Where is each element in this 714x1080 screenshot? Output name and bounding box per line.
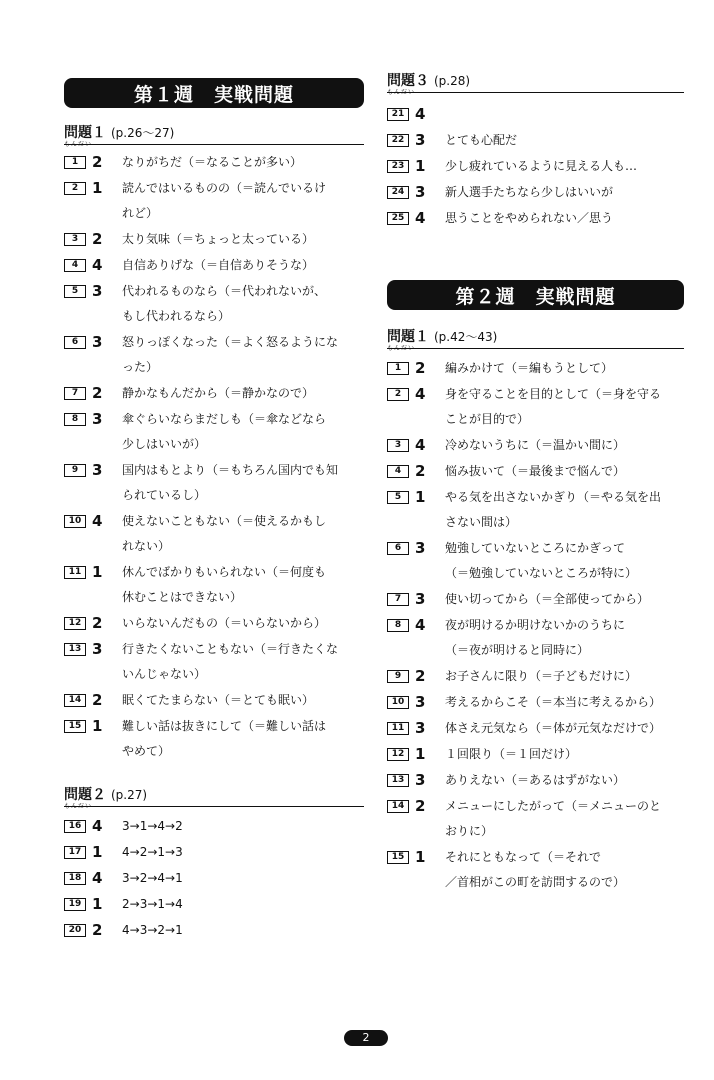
answer-choice: 3 <box>415 131 426 149</box>
explanation-line: 難しい話は抜きにして（＝難しい話は <box>122 719 327 733</box>
answer-explanation <box>445 356 684 381</box>
question-number-box: 2 <box>64 182 86 195</box>
answer-choice: 1 <box>92 895 103 913</box>
answer-explanation <box>122 560 364 610</box>
answer-choice: 3 <box>415 719 426 737</box>
answer-choice: 4 <box>415 436 426 454</box>
answer-explanation <box>445 690 684 715</box>
question-number-box: 15 <box>64 720 86 733</box>
answer-row <box>387 768 684 793</box>
answer-row <box>387 690 684 715</box>
answer-choice: 2 <box>92 614 103 632</box>
answer-explanation <box>445 433 684 458</box>
explanation-line: 悩み抜いて（＝最後まで悩んで） <box>445 464 626 478</box>
answer-row <box>387 180 684 205</box>
explanation-line: 休んでばかりもいられない（＝何度も <box>122 565 327 579</box>
answer-row <box>64 840 364 865</box>
answer-choice: 2 <box>92 153 103 171</box>
question-number-box: 19 <box>64 898 86 911</box>
explanation-line: 4→2→1→3 <box>122 845 183 859</box>
question-number-box: 22 <box>387 134 409 147</box>
explanation-line: 読んではいるものの（＝読んでいるけ <box>122 181 327 195</box>
answer-row <box>387 128 684 153</box>
answer-row <box>64 279 364 329</box>
week1-header <box>64 78 364 108</box>
answer-choice: 1 <box>92 843 103 861</box>
explanation-line: 休むことはできない） <box>122 590 243 604</box>
answer-choice: 3 <box>92 282 103 300</box>
answer-explanation <box>122 714 364 764</box>
answer-explanation <box>122 637 364 687</box>
explanation-line: 体さえ元気なら（＝体が元気なだけで） <box>445 721 662 735</box>
explanation-line: 太り気味（＝ちょっと太っている） <box>122 232 315 246</box>
explanation-line: られているし） <box>122 488 207 502</box>
question-number-box: 7 <box>387 593 409 606</box>
explanation-line: 4→3→2→1 <box>122 923 183 937</box>
answer-choice: 3 <box>92 410 103 428</box>
answer-row <box>387 382 684 432</box>
question-number-box: 4 <box>64 259 86 272</box>
explanation-line: 夜が明けるか明けないかのうちに <box>445 618 626 632</box>
answer-explanation <box>445 382 684 432</box>
answer-row <box>387 536 684 586</box>
answer-explanation <box>122 253 364 278</box>
answer-row <box>64 688 364 713</box>
answer-choice: 2 <box>92 921 103 939</box>
answer-choice: 4 <box>92 512 103 530</box>
section-ruby: もんだい <box>64 803 93 810</box>
answer-row <box>387 587 684 612</box>
explanation-line: 使い切ってから（＝全部使ってから） <box>445 592 650 606</box>
explanation-line: おりに） <box>445 824 494 838</box>
answer-row <box>64 611 364 636</box>
answer-choice: 2 <box>415 797 426 815</box>
question-number-box: 1 <box>64 156 86 169</box>
answer-explanation <box>445 128 684 153</box>
section-page-ref: (p.42～43) <box>434 330 498 344</box>
answer-explanation <box>122 381 364 406</box>
question-number-box: 9 <box>387 670 409 683</box>
answer-explanation <box>445 206 684 231</box>
answer-explanation <box>445 154 684 179</box>
question-number-box: 6 <box>387 542 409 555</box>
answer-choice: 2 <box>415 359 426 377</box>
answer-row <box>64 714 364 764</box>
answer-row <box>387 459 684 484</box>
question-number-box: 11 <box>64 566 86 579</box>
answer-choice: 3 <box>415 539 426 557</box>
answer-row <box>387 485 684 535</box>
week2-header <box>387 280 684 310</box>
answer-explanation <box>445 536 684 586</box>
answer-choice: 1 <box>415 848 426 866</box>
section-ruby: もんだい <box>387 345 416 352</box>
answer-row <box>64 253 364 278</box>
left-column <box>64 78 364 958</box>
question-number-box: 3 <box>64 233 86 246</box>
answer-explanation <box>122 458 364 508</box>
answer-explanation <box>445 794 684 844</box>
week2-title: 第２週 実戦問題 <box>455 285 616 308</box>
answer-choice: 1 <box>415 157 426 175</box>
question-number-box: 7 <box>64 387 86 400</box>
section-mondai2-week1 <box>64 784 364 810</box>
answer-row <box>64 381 364 406</box>
answer-explanation <box>445 587 684 612</box>
section-rule <box>64 806 364 807</box>
section-rule <box>387 92 684 93</box>
answer-choice: 3 <box>415 590 426 608</box>
question-number-box: 25 <box>387 212 409 225</box>
answer-explanation <box>122 279 364 329</box>
answer-row <box>64 560 364 610</box>
answer-explanation <box>445 768 684 793</box>
answer-explanation <box>445 664 684 689</box>
question-number-box: 10 <box>387 696 409 709</box>
answer-explanation <box>122 814 364 839</box>
answer-choice: 3 <box>415 693 426 711</box>
page-number: 2 <box>344 1030 388 1046</box>
answer-explanation <box>122 866 364 891</box>
explanation-line: 眠くてたまらない（＝とても眠い） <box>122 693 315 707</box>
explanation-line: 思うことをやめられない／思う <box>445 211 614 225</box>
explanation-line: さない間は） <box>445 515 518 529</box>
answer-choice: 3 <box>415 771 426 789</box>
explanation-line: れど） <box>122 206 159 220</box>
explanation-line: １回限り（＝１回だけ） <box>445 747 578 761</box>
explanation-line: とても心配だ <box>445 133 518 147</box>
question-number-box: 13 <box>387 774 409 787</box>
explanation-line: 傘ぐらいならまだしも（＝傘などなら <box>122 412 327 426</box>
answer-row <box>64 330 364 380</box>
answer-choice: 1 <box>92 717 103 735</box>
answer-explanation <box>122 227 364 252</box>
answer-explanation <box>445 742 684 767</box>
answer-row <box>387 613 684 663</box>
answer-row <box>64 227 364 252</box>
answer-choice: 1 <box>415 488 426 506</box>
answer-choice: 1 <box>92 563 103 581</box>
answer-explanation <box>445 716 684 741</box>
section-mondai1-week2 <box>387 326 684 352</box>
question-number-box: 15 <box>387 851 409 864</box>
explanation-line: 自信ありげな（＝自信ありそうな） <box>122 258 315 272</box>
question-number-box: 5 <box>64 285 86 298</box>
question-number-box: 6 <box>64 336 86 349</box>
section-title: 問題１ <box>64 125 106 141</box>
question-number-box: 10 <box>64 515 86 528</box>
section-mondai3-week1 <box>387 70 684 96</box>
explanation-line: やる気を出さないかぎり（＝やる気を出 <box>445 490 662 504</box>
question-number-box: 4 <box>387 465 409 478</box>
question-number-box: 8 <box>387 619 409 632</box>
answer-choice: 4 <box>92 869 103 887</box>
explanation-line: メニューにしたがって（＝メニューのと <box>445 799 662 813</box>
explanation-line: 3→1→4→2 <box>122 819 183 833</box>
answer-explanation <box>122 176 364 226</box>
answer-row <box>387 742 684 767</box>
explanation-line: 冷めないうちに（＝温かい間に） <box>445 438 626 452</box>
section-page-ref: (p.26～27) <box>111 126 175 140</box>
question-number-box: 14 <box>64 694 86 707</box>
answer-row <box>64 918 364 943</box>
explanation-line: 使えないこともない（＝使えるかもし <box>122 514 327 528</box>
explanation-line: なりがちだ（＝なることが多い） <box>122 155 303 169</box>
section-rule <box>387 348 684 349</box>
answer-row <box>64 814 364 839</box>
answer-row <box>387 845 684 895</box>
explanation-line: お子さんに限り（＝子どもだけに） <box>445 669 638 683</box>
question-number-box: 11 <box>387 722 409 735</box>
answer-choice: 2 <box>415 462 426 480</box>
explanation-line: 勉強していないところにかぎって <box>445 541 626 555</box>
question-number-box: 12 <box>64 617 86 630</box>
question-number-box: 18 <box>64 872 86 885</box>
question-number-box: 9 <box>64 464 86 477</box>
explanation-line: （＝勉強していないところが特に） <box>445 566 638 580</box>
explanation-line: れない） <box>122 539 171 553</box>
question-number-box: 24 <box>387 186 409 199</box>
section-ruby: もんだい <box>387 89 416 96</box>
question-number-box: 17 <box>64 846 86 859</box>
explanation-line: 国内はもとより（＝もちろん国内でも知 <box>122 463 339 477</box>
answer-explanation <box>122 892 364 917</box>
answer-row <box>387 206 684 231</box>
explanation-line: 少しはいいが） <box>122 437 207 451</box>
answer-choice: 4 <box>415 105 426 123</box>
question-number-box: 3 <box>387 439 409 452</box>
answer-choice: 2 <box>415 667 426 685</box>
question-number-box: 20 <box>64 924 86 937</box>
answer-choice: 4 <box>92 817 103 835</box>
right-column <box>387 68 684 968</box>
question-number-box: 23 <box>387 160 409 173</box>
question-number-box: 21 <box>387 108 409 121</box>
answer-row <box>64 150 364 175</box>
question-number-box: 5 <box>387 491 409 504</box>
answer-explanation <box>445 180 684 205</box>
answer-explanation <box>445 485 684 535</box>
explanation-line: ／首相がこの町を訪問するので） <box>445 875 626 889</box>
explanation-line: 新人選手たちなら少しはいいが <box>445 185 614 199</box>
answer-explanation <box>445 613 684 663</box>
answer-choice: 3 <box>92 333 103 351</box>
answer-choice: 2 <box>92 384 103 402</box>
explanation-line: それにともなって（＝それで <box>445 850 602 864</box>
answer-choice: 1 <box>415 745 426 763</box>
answer-explanation <box>122 407 364 457</box>
section-page-ref: (p.28) <box>434 74 471 88</box>
question-number-box: 1 <box>387 362 409 375</box>
answer-row <box>64 458 364 508</box>
section-page-ref: (p.27) <box>111 788 148 802</box>
explanation-line: 行きたくないこともない（＝行きたくな <box>122 642 339 656</box>
explanation-line: 少し疲れているように見える人も… <box>445 159 638 173</box>
explanation-line: った） <box>122 360 159 374</box>
answer-choice: 2 <box>92 230 103 248</box>
question-number-box: 16 <box>64 820 86 833</box>
explanation-line: 代われるものなら（＝代われないが、 <box>122 284 327 298</box>
section-title: 問題２ <box>64 787 106 803</box>
answer-row <box>387 794 684 844</box>
answer-row <box>387 356 684 381</box>
answer-row <box>64 407 364 457</box>
answer-choice: 4 <box>415 616 426 634</box>
answer-row <box>64 176 364 226</box>
explanation-line: 2→3→1→4 <box>122 897 183 911</box>
answer-explanation <box>445 459 684 484</box>
answer-choice: 3 <box>92 461 103 479</box>
answer-explanation <box>122 840 364 865</box>
section-title: 問題３ <box>387 73 429 89</box>
section-mondai1-week1 <box>64 122 364 148</box>
section-ruby: もんだい <box>64 141 93 148</box>
answer-choice: 2 <box>92 691 103 709</box>
answer-explanation <box>122 611 364 636</box>
answer-explanation <box>122 688 364 713</box>
explanation-line: 編みかけて（＝編もうとして） <box>445 361 614 375</box>
question-number-box: 8 <box>64 413 86 426</box>
answer-choice: 3 <box>92 640 103 658</box>
question-number-box: 2 <box>387 388 409 401</box>
answer-row <box>64 509 364 559</box>
answer-row <box>64 637 364 687</box>
answer-row <box>64 866 364 891</box>
explanation-line: いらないんだもの（＝いらないから） <box>122 616 327 630</box>
week1-title: 第１週 実戦問題 <box>133 83 294 106</box>
answer-row <box>387 716 684 741</box>
question-number-box: 12 <box>387 748 409 761</box>
explanation-line: 身を守ることを目的として（＝身を守る <box>445 387 662 401</box>
explanation-line: 3→2→4→1 <box>122 871 183 885</box>
section-rule <box>64 144 364 145</box>
answer-row <box>64 892 364 917</box>
answer-choice: 4 <box>92 256 103 274</box>
answer-explanation <box>445 845 684 895</box>
explanation-line: 考えるからこそ（＝本当に考えるから） <box>445 695 662 709</box>
answer-row <box>387 433 684 458</box>
answer-row <box>387 664 684 689</box>
explanation-line: もし代われるなら） <box>122 309 231 323</box>
explanation-line: 怒りっぽくなった（＝よく怒るようにな <box>122 335 339 349</box>
section-title: 問題１ <box>387 329 429 345</box>
explanation-line: ことが目的で） <box>445 412 530 426</box>
answer-explanation <box>122 330 364 380</box>
explanation-line: いんじゃない） <box>122 667 207 681</box>
answer-choice: 1 <box>92 179 103 197</box>
explanation-line: やめて） <box>122 744 171 758</box>
question-number-box: 14 <box>387 800 409 813</box>
answer-row <box>387 102 684 127</box>
answer-row <box>387 154 684 179</box>
question-number-box: 13 <box>64 643 86 656</box>
explanation-line: （＝夜が明けると同時に） <box>445 643 590 657</box>
answer-explanation <box>122 150 364 175</box>
answer-choice: 4 <box>415 385 426 403</box>
answer-explanation <box>122 918 364 943</box>
answer-choice: 4 <box>415 209 426 227</box>
explanation-line: 静かなもんだから（＝静かなので） <box>122 386 315 400</box>
answer-explanation <box>122 509 364 559</box>
explanation-line: ありえない（＝あるはずがない） <box>445 773 626 787</box>
answer-choice: 3 <box>415 183 426 201</box>
